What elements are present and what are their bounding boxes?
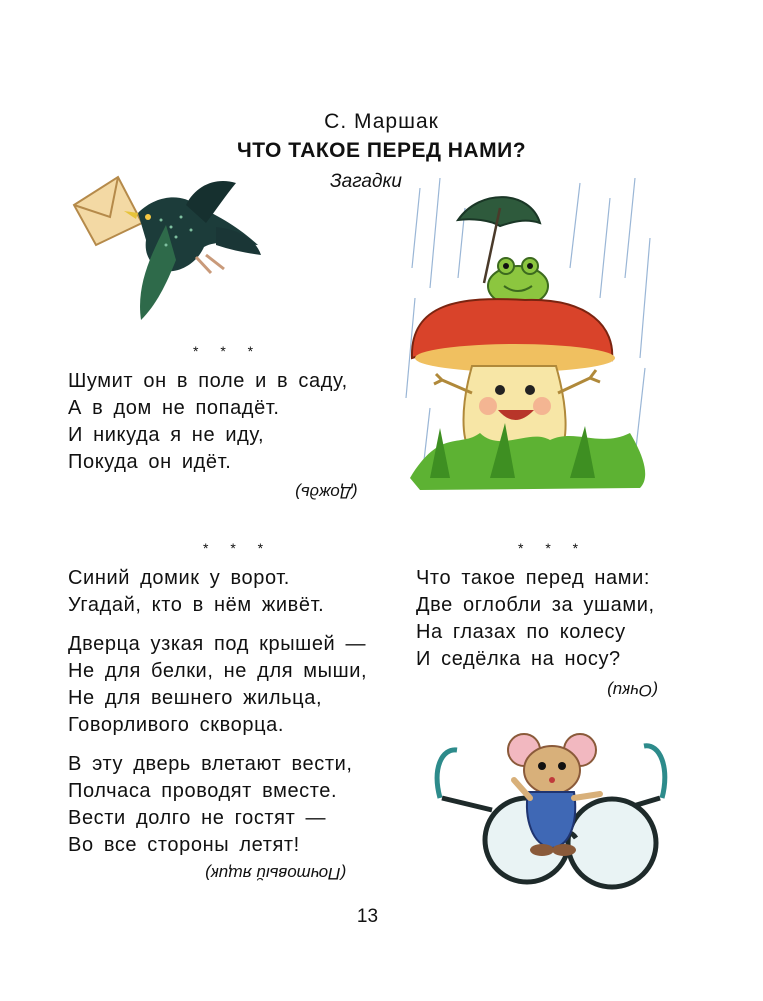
- author: С. Маршак: [324, 110, 439, 133]
- verse-line: И никуда я не иду,: [68, 424, 265, 446]
- verse-line: Угадай, кто в нём живёт.: [68, 594, 325, 616]
- riddle-3-stars: * * *: [518, 540, 588, 556]
- riddle-3-verse: [416, 565, 655, 673]
- riddle-2-verse: [68, 565, 367, 859]
- mouse-on-glasses-illustration: [432, 728, 672, 893]
- verse-line: И седёлка на носу?: [416, 648, 621, 670]
- verse-line: Покуда он идёт.: [68, 451, 232, 473]
- verse-line: Шумит он в поле и в саду,: [68, 370, 348, 392]
- mushroom-frog-umbrella-rain-illustration: [400, 178, 665, 503]
- riddle-1-stars: * * *: [193, 343, 263, 359]
- verse-line: Не для белки, не для мыши,: [68, 660, 368, 682]
- page-number: 13: [356, 906, 379, 927]
- subtitle: Загадки: [330, 171, 402, 192]
- verse-line: Дверца узкая под крышей —: [68, 633, 367, 655]
- riddle-2-answer: (Почтовый ящик): [205, 864, 347, 883]
- riddle-1-verse: [68, 368, 348, 476]
- envelope-icon: [74, 177, 142, 245]
- verse-line: Говорливого скворца.: [68, 714, 285, 736]
- verse-line: Что такое перед нами:: [416, 567, 651, 589]
- verse-line: Во все стороны летят!: [68, 834, 300, 856]
- starling-with-envelope-illustration: [66, 165, 266, 330]
- verse-line: А в дом не попадёт.: [68, 397, 280, 419]
- page-title: ЧТО ТАКОЕ ПЕРЕД НАМИ?: [236, 139, 527, 162]
- verse-line: Вести долго не гостят —: [68, 807, 327, 829]
- riddle-3-answer: (Очки): [607, 681, 658, 700]
- verse-line: Две оглобли за ушами,: [416, 594, 655, 616]
- verse-line: Полчаса проводят вместе.: [68, 780, 338, 802]
- mushroom-icon: [412, 299, 615, 450]
- riddle-1-answer: (Дождь): [295, 483, 358, 502]
- verse-line: Не для вешнего жильца,: [68, 687, 323, 709]
- verse-line: В эту дверь влетают вести,: [68, 753, 353, 775]
- verse-line: Синий домик у ворот.: [68, 567, 290, 589]
- verse-line: На глазах по колесу: [416, 621, 626, 643]
- riddle-2-stars: * * *: [203, 540, 273, 556]
